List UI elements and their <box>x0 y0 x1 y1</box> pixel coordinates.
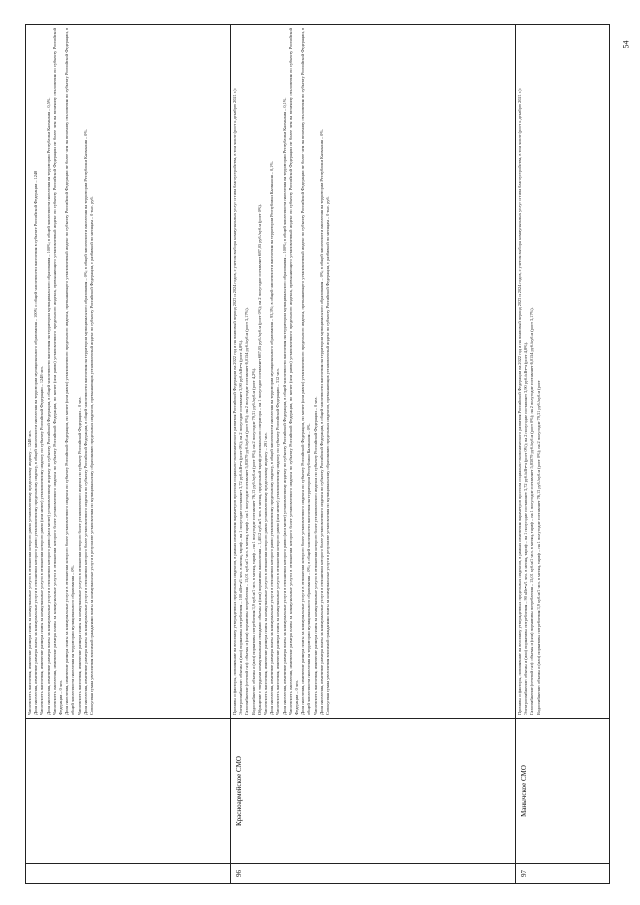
text-line: Численность населения, изменение размера платы за коммунальные услуги в отношении которого более установленного индекса по субъекту Российской Федерации – 0 чел. <box>312 396 318 715</box>
text-line: Доля населения, изменение размера платы за коммунальные услуги в отношении которого более установленного индекса по субъекту Российской Федерации, но менее (или равно) установленного предельного индекса, превышающего установленный индекс по субъекту Российской Федерации не более чем на величину отклонения по субъекту Российской Федерации, в общей численности населения на территории муниципального образования – 0%. <box>64 28 76 715</box>
text-line: Численность населения, изменение размера платы за коммунальные услуги в отношении которого более установленного индекса по субъекту Российской Федерации, но менее (или равно) установленного предельного индекса, превышающего установленный индекс по субъекту Российской Федерации не более чем на величину отклонения по субъекту Российской Федерации – 0 чел. <box>51 28 64 715</box>
municipality-name: Манычское СМО <box>516 719 610 864</box>
text-line: Численность населения, изменение размера платы за коммунальные услуги в отношении которого равно (или менее) установленному индексу по субъекту Российской Федерации – 1248 чел. <box>39 366 45 715</box>
text-line: Причины и факторы, повлиявшие на величину утвержденных предельных индексов, в рамках изменения параметров прогноза социально-экономического развития Российской Федерации на 2022 год и на плановый период 2023 и 2024 годов, с учетом выбора коммунальных услуг и типа благоустройства, в том числе (рост к декабрю 2021 г.): <box>232 88 237 715</box>
text-line: Численность населения, изменение размера платы за коммунальные услуги в отношении которого равно установленному предельному индексу – 291 чел. <box>263 432 269 715</box>
text-line: Водоснабжение: объемы и (или) нормативы потребления 3,9 куб.м/1 чел. в месяц, тариф – на 1 полугодие составляет 76,13 руб./куб.м (рост 0%); на 2 полугодие 79,31 руб./куб.м (рост 4,2%). <box>250 367 256 715</box>
text-line: Совокупная сумма увеличения вносимой гражданами платы за коммунальные услуги в результате установления по муниципальному образованию предельных индексов, превышающих установленный индекс по субъекту Российской Федерации, с разбивкой по месяцам – 0 тыс. руб. <box>325 196 331 715</box>
text-line: Численность населения, изменение размера платы за коммунальные услуги в отношении которого более установленного индекса по субъекту Российской Федерации, но менее (или равно) установленного предельного индекса, превышающего установленный индекс по субъекту Российской Федерации не более чем на величину отклонения по субъекту Российской Федерации – 0 чел. <box>287 28 300 715</box>
text-line: Доля населения, изменение размера платы за коммунальные услуги в отношении которого равно (или менее) установленному индексу по субъекту Российской Федерации, в общей численности населения на территории муниципального образования – 100%; в общей численности населения на территории Республики Калмыкия – 0,1%. <box>281 97 287 715</box>
text-line: Доля населения, изменение размера платы за коммунальные услуги в отношении которого более установленного индекса по субъекту Российской Федерации, в общей численности населения на территории муниципального образования – 0%; в общей численности населения на территории Республики Калмыкия – 0%. <box>82 129 88 715</box>
indices-table <box>25 24 610 884</box>
municipality-name: Красноармейское СМО <box>231 719 516 864</box>
text-line: Обращение с твердыми коммунальными отходами: объемы и (или) нормативы накопления – 1,4012 куб.м/1 чел. в месяц, предельный тариф регионального оператора – на 1 полугодие составляет 687,05 руб./куб.м (рост 0%); на 2 полугодие составляет 687,05 руб./куб.м (рост 0%). <box>256 204 262 715</box>
municipality-name <box>26 719 231 864</box>
text-line: Совокупная сумма увеличения вносимой гражданами платы за коммунальные услуги в результате установления по муниципальному образованию предельных индексов, превышающих установленный индекс по субъекту Российской Федерации, с разбивкой по месяцам – 0 тыс. руб. <box>89 196 95 715</box>
table-row <box>516 25 610 884</box>
row-description <box>26 25 231 719</box>
text-line: Доля населения, изменение размера платы за коммунальные услуги в отношении которого равно (или менее) установленному индексу по субъекту Российской Федерации, в общей численности населения на территории муниципального образования – 100%; в общей численности населения на территории Республики Калмыкия – 0,5%. <box>45 97 51 715</box>
row-number: 96 <box>231 864 516 884</box>
text-line: Доля населения, изменение размера платы за коммунальные услуги в отношении которого равно установленному предельному индексу, в общей численности населения на территории муниципального образования – 100% о общей численности населения в субъекте Российской Федерации – 1248 <box>33 170 39 715</box>
row-number <box>26 864 231 884</box>
text-line: Доля населения, изменение размера платы за коммунальные услуги в отношении которого более установленного индекса по субъекту Российской Федерации, но менее (или равно) установленного предельного индекса, превышающего установленный индекс по субъекту Российской Федерации не более чем на величину отклонения по субъекту Российской Федерации, в общей численности населения на территории муниципального образования – 0%; в общей численности населения на территории Республики Калмыкия – 0%. <box>300 28 312 715</box>
text-line: Численность населения, изменение размера платы за коммунальные услуги в отношении которого более установленного индекса по субъекту Российской Федерации – 0 чел. <box>76 396 82 715</box>
rotated-table-wrapper <box>25 24 610 884</box>
text-line: Электроснабжение: объемы и (или) нормативы потребления – 100 кВт•ч/1 чел. в месяц, тариф – на 1 полугодие составляет 3,72 руб./кВт•ч (рост 0%); на 2 полугодие составляет 3,90 руб./кВт•ч (рост 4,8%). <box>238 339 244 715</box>
text-line: Газоснабжение (сетевой газ): объемы и (или) нормативы потребления – 15,01 куб.м/1 чел. в месяц, тариф – на 1 полугодие составляет 5,83079 руб./куб.м (рост 0%); на 2 полугодие составляет 6,0154 руб./куб.м (рост 3,17%). <box>529 307 535 715</box>
text-line: Электроснабжение: объемы и (или) нормативы потребления – 90 кВт•ч/1 чел. в месяц, тариф – на 1 полугодие составляет 3,72 руб./кВт•ч (рост 0%); на 2 полугодие составляет 3,90 руб./кВт•ч (рост 4,8%). <box>523 341 529 715</box>
row-description <box>516 25 610 719</box>
text-line: Доля населения, изменение размера платы за коммунальные услуги в отношении которого равно установленному предельному индексу, в общей численности населения на территории муниципального образования – 93,3%; в общей численности населения на территории Республики Калмыкия – 0,1%. <box>269 161 275 715</box>
row-number: 97 <box>516 864 610 884</box>
text-line: Причины и факторы, повлиявшие на величину утвержденных предельных индексов, в рамках изменения параметров прогноза социально-экономического развития Российской Федерации на 2022 год и на плановый период 2023 и 2024 годов, с учетом выбора коммунальных услуг и типа благоустройства, в том числе (рост к декабрю 2021 г.): <box>517 88 522 715</box>
text-line: Доля населения, изменение размера платы за коммунальные услуги в отношении которого более установленного индекса по субъекту Российской Федерации, в общей численности населения на территории муниципального образования – 0%; в общей численности населения на территории Республики Калмыкия – 0%. <box>318 129 324 715</box>
table-row <box>26 25 231 884</box>
text-line: Численность населения, изменение размера платы за коммунальные услуги в отношении которого равно установленному предельному индексу – 1248 чел. <box>27 430 32 715</box>
row-description <box>231 25 516 719</box>
text-line: Водоснабжение: объемы и (или) нормативы потребления 3,9 куб.м/1 чел. в месяц, тариф – на 1 полугодие составляет 76,13 руб./куб.м (рост 0%); на 2 полугодие 79,31 руб./куб.м (рост <box>535 380 541 715</box>
table-row <box>231 25 516 884</box>
text-line: Численность населения, изменение размера платы за коммунальные услуги в отношении которого равно (или менее) установленному индексу по субъекту Российской Федерации – 312 чел. <box>275 368 281 715</box>
text-line: Газоснабжение (сетевой газ): объемы и (или) нормативы потребления – 15,01 куб.м/1 чел. в месяц, тариф – на 1 полугодие составляет 5,83079 руб./куб.м (рост 0%); на 2 полугодие составляет 6,0154 руб./куб.м (рост 3,17%). <box>244 307 250 715</box>
page-number: 54 <box>621 40 631 49</box>
